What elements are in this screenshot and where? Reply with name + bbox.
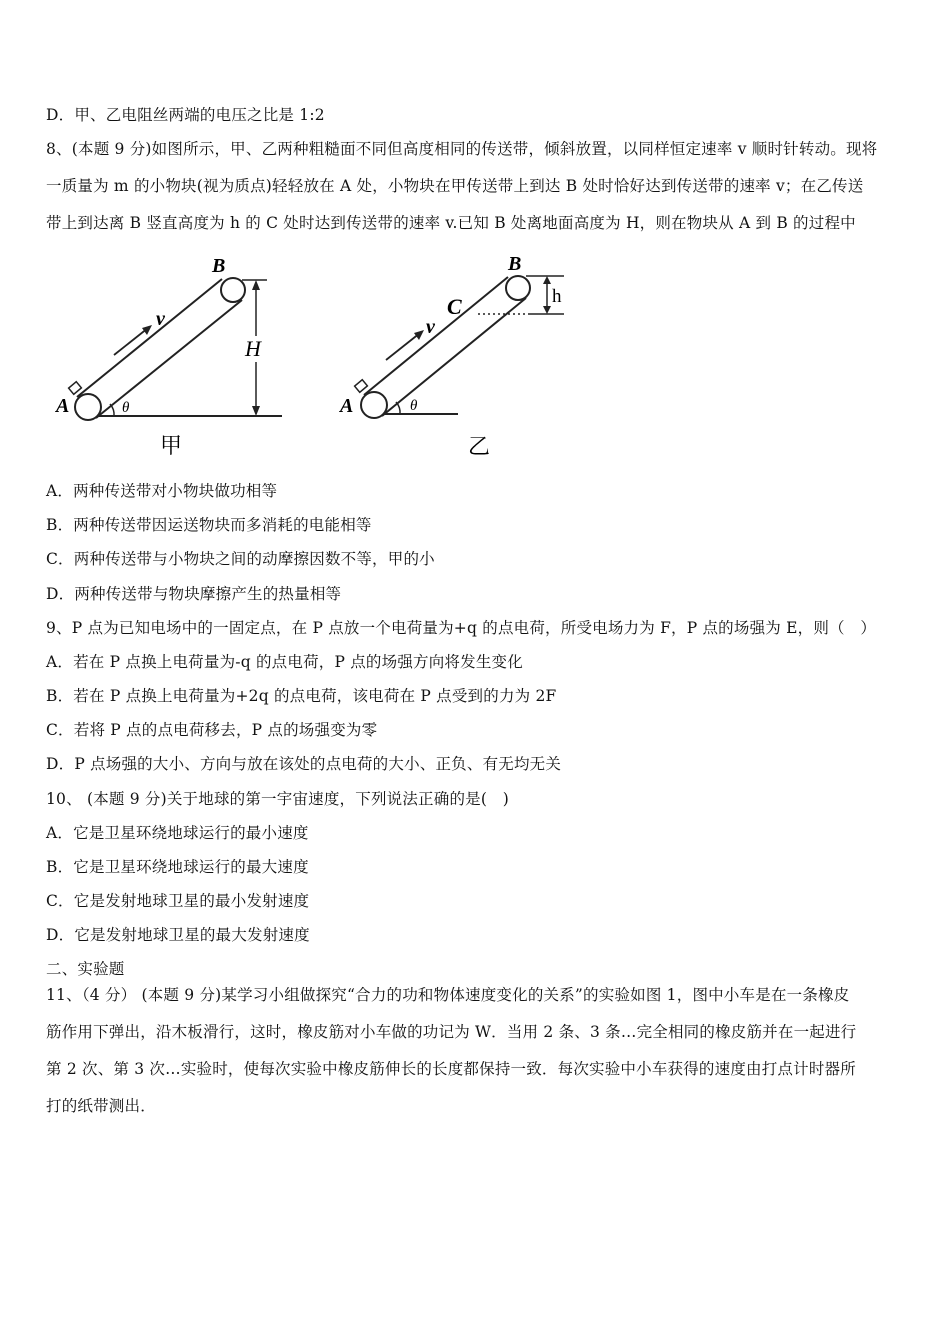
label-b: B [212,255,226,277]
label-c: C [447,294,462,319]
q9-option-b: B．若在 P 点换上电荷量为+2q 的点电荷，该电荷在 P 点受到的力为 2F [46,687,557,705]
q10-stem: 10、 (本题 9 分)关于地球的第一宇宙速度，下列说法正确的是( ) [46,790,510,808]
q11-line4: 打的纸带测出． [46,1097,156,1115]
section-title-experiment: 二、实验题 [46,960,125,978]
q9-option-d: D．P 点场强的大小、方向与放在该处的点电荷的大小、正负、有无均无关 [46,755,562,773]
q8-option-b: B．两种传送带因运送物块而多消耗的电能相等 [46,516,372,534]
q9-option-a: A．若在 P 点换上电荷量为-q 的点电荷，P 点的场强方向将发生变化 [46,653,523,671]
label-a: A [56,395,70,417]
label-h-lower: h [552,286,562,307]
label-b: B [508,253,522,275]
q10-option-d: D．它是发射地球卫星的最大发射速度 [46,926,310,944]
conveyor-figure-jia [52,250,302,464]
label-theta: θ [410,398,418,414]
q8-option-c: C．两种传送带与小物块之间的动摩擦因数不等，甲的小 [46,550,435,568]
q8-option-a: A．两种传送带对小物块做功相等 [46,482,278,500]
q11-line3: 第 2 次、第 3 次…实验时，使每次实验中橡皮筋伸长的长度都保持一致．每次实验中小车获得的速度由打点计时器所 [46,1060,856,1078]
caption-yi: 乙 [468,434,491,459]
label-a: A [340,395,354,417]
q11-line2: 筋作用下弹出，沿木板滑行，这时，橡皮筋对小车做的功记为 W．当用 2 条、3 条…完全相同的橡皮筋并在一起进行 [46,1023,857,1041]
q8-stem-line1: 8、(本题 9 分)如图所示，甲、乙两种粗糙面不同但高度相同的传送带，倾斜放置，以同样恒定速率 v 顺时针转动。现将 [46,140,878,158]
conveyor-figure-yi [338,250,588,464]
q7-option-d: D．甲、乙电阻丝两端的电压之比是 1:2 [46,106,325,124]
label-v: v [156,308,165,330]
q10-option-a: A．它是卫星环绕地球运行的最小速度 [46,824,309,842]
q8-stem-line2: 一质量为 m 的小物块(视为质点)轻轻放在 A 处，小物块在甲传送带上到达 B 处时恰好达到传送带的速率 v；在乙传送 [46,177,864,195]
q8-stem-line3: 带上到达离 B 竖直高度为 h 的 C 处时达到传送带的速率 v.已知 B 处离地面高度为 H，则在物块从 A 到 B 的过程中 [46,214,856,232]
q11-line1: 11、（4 分） (本题 9 分)某学习小组做探究“合力的功和物体速度变化的关系”的实验如图 1，图中小车是在一条橡皮 [46,986,850,1004]
label-theta: θ [122,400,130,416]
q8-option-d: D．两种传送带与物块摩擦产生的热量相等 [46,585,342,603]
q9-stem: 9、P 点为已知电场中的一固定点，在 P 点放一个电荷量为+q 的点电荷，所受电场力为 F，P 点的场强为 E，则（ ） [46,619,877,637]
label-h-upper: H [245,336,261,361]
q9-option-c: C．若将 P 点的点电荷移去，P 点的场强变为零 [46,721,378,739]
q10-option-b: B．它是卫星环绕地球运行的最大速度 [46,858,309,876]
caption-jia: 甲 [160,433,183,458]
q10-option-c: C．它是发射地球卫星的最小发射速度 [46,892,310,910]
label-v: v [426,316,435,338]
